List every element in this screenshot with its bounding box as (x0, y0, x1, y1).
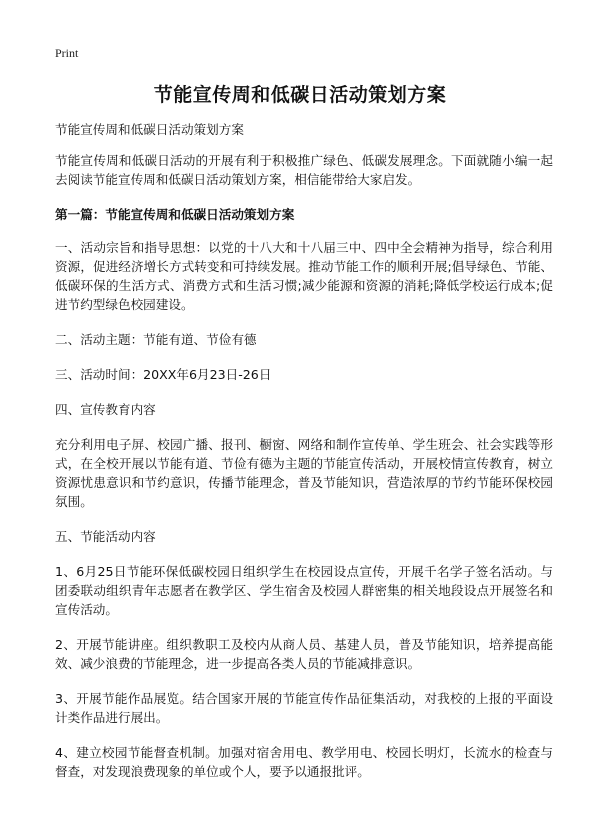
activity-item-2: 2、开展节能讲座。组织教职工及校内从商人员、基建人员，普及节能知识，培养提高能效、减少浪费的节能理念，进一步提高各类人员的节能减排意识。 (55, 637, 553, 671)
activity-item-3: 3、开展节能作品展览。结合国家开展的节能宣传作品征集活动，对我校的上报的平面设计类作品进行展出。 (55, 691, 553, 725)
purpose-paragraph: 一、活动宗旨和指导思想：以党的十八大和十八届三中、四中全会精神为指导，综合利用资源，促进经济增长方式转变和可持续发展。推动节能工作的顺利开展;倡导绿色、节能、低碳环保的生活方式、消费方式和生活习惯;减少能源和资源的消耗;降低学校运行成本;促进节约型绿色校园建设。 (55, 240, 553, 312)
document-body (55, 120, 553, 797)
print-link[interactable]: Print (55, 46, 79, 60)
education-paragraph: 充分利用电子屏、校园广播、报刊、橱窗、网络和制作宣传单、学生班会、社会实践等形式，在全校开展以节能有道、节俭有德为主题的节能宣传活动，开展校情宣传教育，树立资源忧患意识和节约意识，传播节能理念，普及节能知识，营造浓厚的节约节能环保校园氛围。 (55, 437, 553, 509)
activity-item-4: 4、建立校园节能督查机制。加强对宿舍用电、教学用电、校园长明灯，长流水的检查与督查，对发现浪费现象的单位或个人，要予以通报批评。 (55, 745, 553, 779)
education-heading: 四、宣传教育内容 (55, 402, 156, 417)
document-title: 节能宣传周和低碳日活动策划方案 (153, 84, 447, 106)
subtitle-paragraph: 节能宣传周和低碳日活动策划方案 (55, 122, 244, 137)
theme-paragraph: 二、活动主题：节能有道、节俭有德 (55, 332, 257, 347)
activities-heading: 五、节能活动内容 (55, 529, 156, 544)
section-heading: 第一篇：节能宣传周和低碳日活动策划方案 (55, 207, 295, 222)
time-paragraph: 三、活动时间：20XX年6月23日-26日 (55, 367, 272, 382)
activity-item-1: 1、6月25日节能环保低碳校园日组织学生在校园设点宣传，开展千名学子签名活动。与团委联动组织青年志愿者在教学区、学生宿舍及校园人群密集的相关地段设点开展签名和宣传活动。 (55, 564, 553, 617)
intro-paragraph: 节能宣传周和低碳日活动的开展有利于积极推广绿色、低碳发展理念。下面就随小编一起去阅读节能宣传周和低碳日活动策划方案，相信能带给大家启发。 (55, 153, 553, 187)
